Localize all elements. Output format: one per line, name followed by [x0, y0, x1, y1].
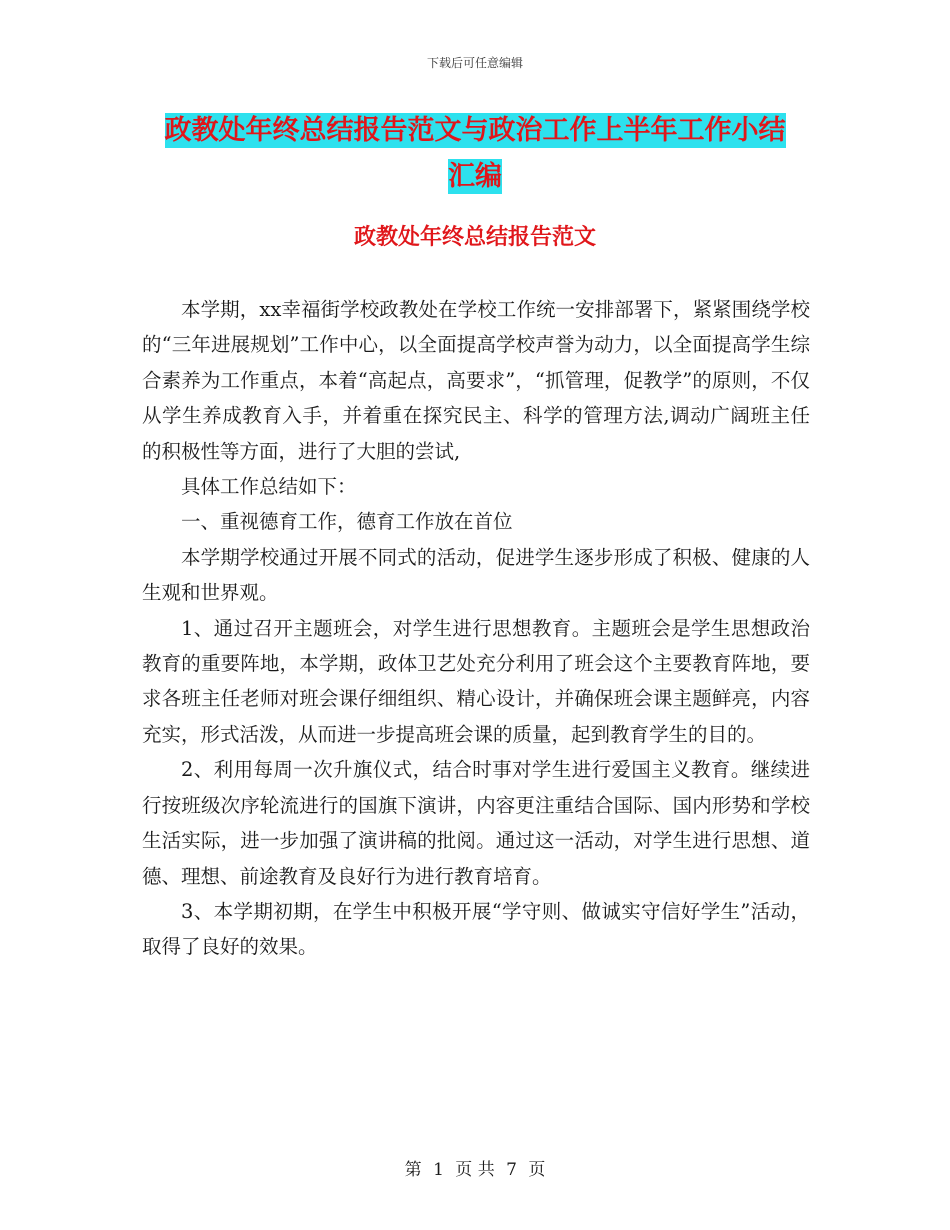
- footer-page-number: 1: [433, 1160, 444, 1180]
- footer-total-pages: 7: [506, 1160, 517, 1180]
- paragraph-intro: 本学期，xx幸福街学校政教处在学校工作统一安排部署下，紧紧围绕学校的“三年进展规划”工作中心，以全面提高学校声誉为动力，以全面提高学生综合素养为工作重点，本着“高起点，高要求”，“抓管理，促教学”的原则，不仅从学生养成教育入手，并着重在探究民主、科学的管理方法,调动广阔班主任的积极性等方面，进行了大胆的尝试,: [142, 298, 810, 463]
- footer-prefix: 第: [404, 1160, 422, 1180]
- footer-suffix: 页: [528, 1160, 546, 1180]
- footer-middle: 页 共: [455, 1160, 495, 1180]
- paragraph-item-1: 1、通过召开主题班会，对学生进行思想教育。主题班会是学生思想政治教育的重要阵地，本学期，政体卫艺处充分利用了班会这个主要教育阵地，要求各班主任老师对班会课仔细组织、精心设计，并确保班会课主题鲜亮，内容充实，形式活泼，从而进一步提高班会课的质量，起到教育学生的目的。: [142, 616, 810, 746]
- paragraph: 本学期学校通过开展不同式的活动，促进学生逐步形成了积极、健康的人生观和世界观。: [142, 545, 810, 605]
- section-title: 政教处年终总结报告范文: [353, 225, 596, 250]
- paragraph-item-3: 3、本学期初期，在学生中积极开展“学守则、做诚实守信好学生”活动，取得了良好的效果。: [142, 899, 810, 959]
- paragraph-heading-1: 一、重视德育工作，德育工作放在首位: [181, 510, 513, 534]
- document-title-line-1: 政教处年终总结报告范文与政治工作上半年工作小结: [164, 115, 786, 146]
- paragraph-summary-lead: 具体工作总结如下：: [181, 475, 357, 499]
- document-title: [140, 108, 810, 200]
- page-footer: [0, 1155, 950, 1180]
- document-body: [142, 292, 810, 965]
- document-title-line-2: 汇编: [448, 161, 502, 192]
- paragraph-item-2: 2、利用每周一次升旗仪式，结合时事对学生进行爱国主义教育。继续进行按班级次序轮流进行的国旗下演讲，内容更注重结合国际、国内形势和学校生活实际，进一步加强了演讲稿的批阅。通过这一活动，对学生进行思想、道德、理想、前途教育及良好行为进行教育培育。: [142, 758, 810, 888]
- header-note: 下载后可任意编辑: [426, 56, 523, 70]
